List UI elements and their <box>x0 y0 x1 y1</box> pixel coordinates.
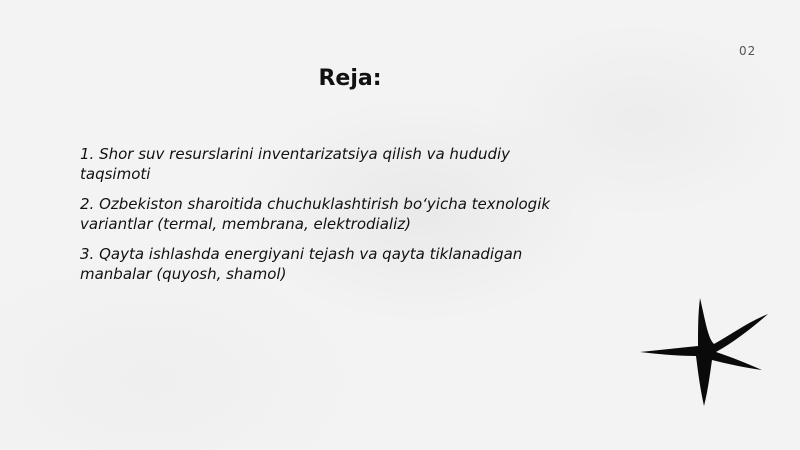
star-shape-path <box>640 298 768 406</box>
agenda-item-3: 3. Qayta ishlashda energiyani tejash va qayta tiklanadigan manbalar (quyosh, shamol) <box>80 245 523 283</box>
four-point-star-icon <box>636 294 772 410</box>
agenda-item-1: 1. Shor suv resurslarini inventarizatsiya qilish va hududiy taqsimoti <box>80 145 511 183</box>
page-number: 02 <box>739 44 757 58</box>
slide-title: Reja: <box>318 66 382 91</box>
agenda-list <box>80 144 570 294</box>
agenda-item-2: 2. Ozbekiston sharoitida chuchuklashtirish bo‘yicha texnologik variantlar (termal, membrana, elektrodializ) <box>80 195 551 233</box>
